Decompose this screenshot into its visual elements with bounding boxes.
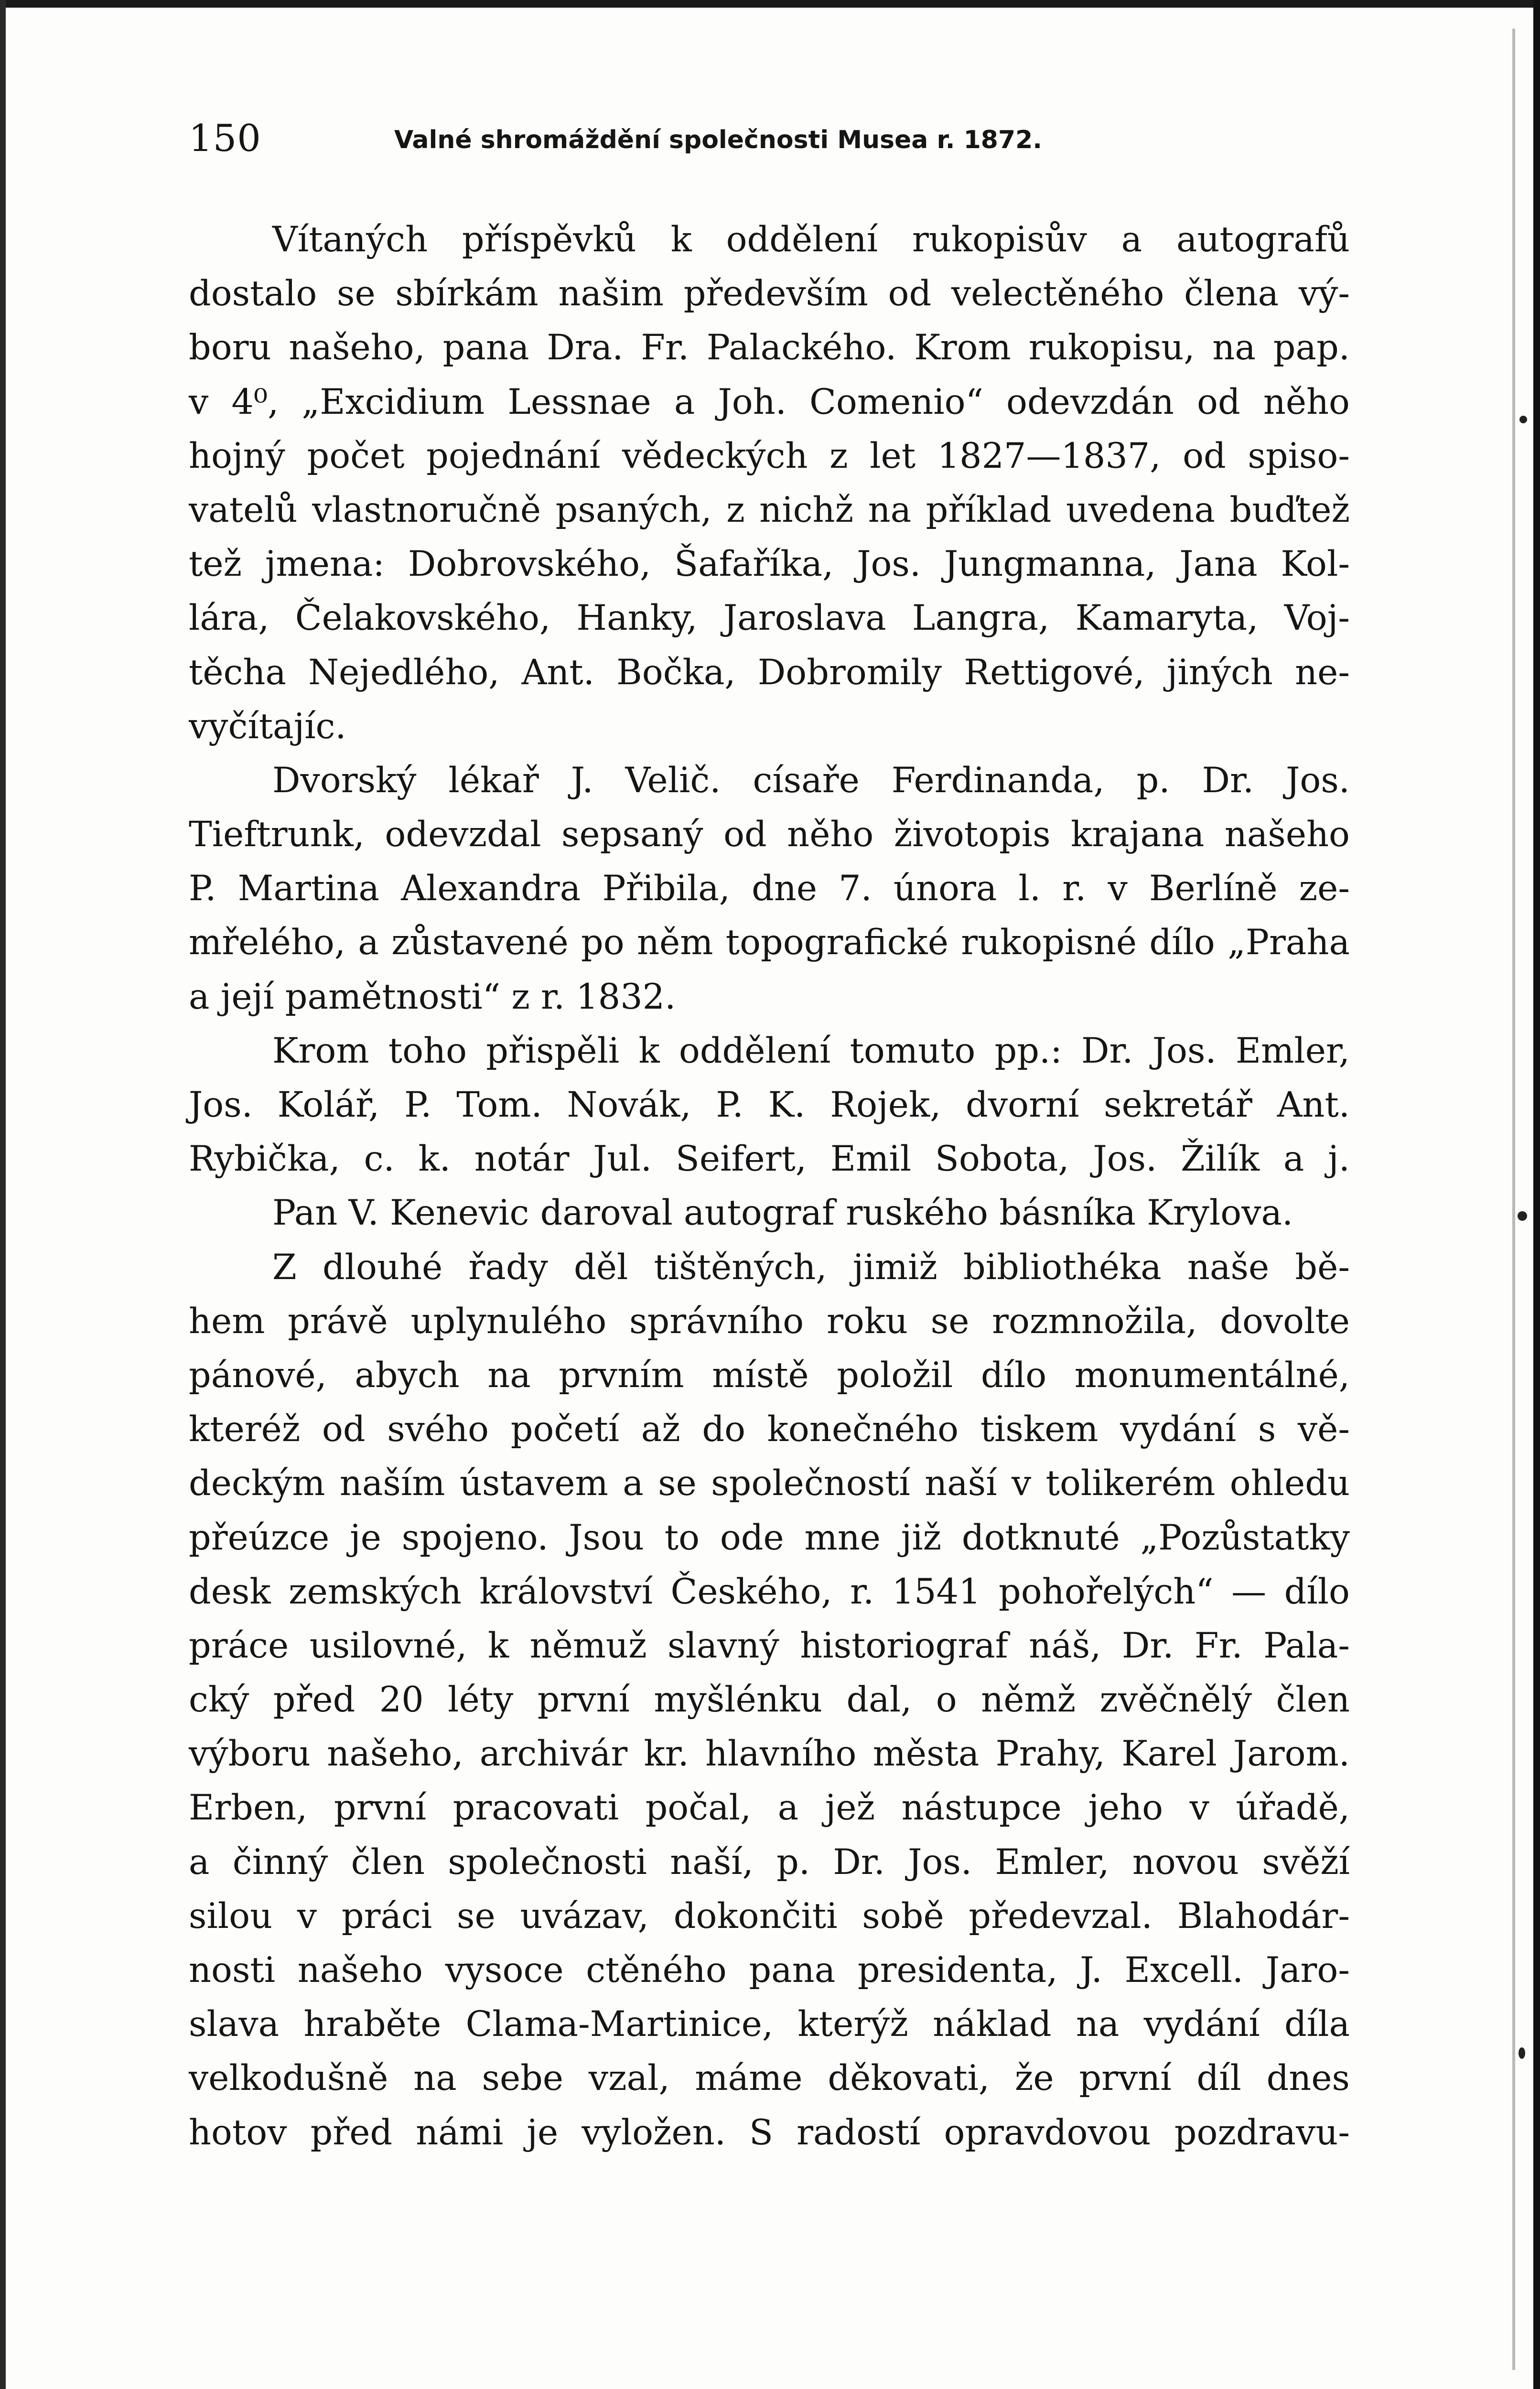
text-line: cký před 20 léty první myšlénku dal, o němž zvěčnělý člen — [189, 1679, 1350, 1721]
text-line: lára, Čelakovského, Hanky, Jaroslava Langra, Kamaryta, Voj- — [189, 598, 1350, 639]
text-line: hotov před námi je vyložen. S radostí opravdovou pozdravu- — [189, 2112, 1350, 2153]
text-line: a činný člen společnosti naší, p. Dr. Jos. Emler, novou svěží — [189, 1841, 1350, 1883]
text-line: výboru našeho, archivár kr. hlavního města Prahy, Karel Jarom. — [189, 1733, 1350, 1775]
text-line: vyčítajíc. — [189, 706, 346, 747]
text-line: mřelého, a zůstavené po něm topografické rukopisné dílo „Praha — [189, 922, 1350, 963]
text-line: desk zemských království Českého, r. 1541 pohořelých“ — dílo — [189, 1571, 1350, 1612]
text-line: vatelů vlastnoručně psaných, z nichž na příklad uvedena buďtež — [189, 489, 1350, 530]
scan-edge-top — [0, 0, 1540, 8]
text-line: boru našeho, pana Dra. Fr. Palackého. Krom rukopisu, na pap. — [189, 327, 1350, 368]
text-line: Vítaných příspěvků k oddělení rukopisův a autografů — [272, 219, 1350, 260]
text-line: slava hraběte Clama-Martinice, kterýž náklad na vydání díla — [189, 2004, 1350, 2045]
text-line: dostalo se sbírkám našim především od velectěného člena vý- — [189, 273, 1350, 314]
running-head-title: Valné shromáždění společnosti Musea r. 1872. — [394, 126, 1043, 154]
text-line: Pan V. Kenevic daroval autograf ruského básníka Krylova. — [272, 1193, 1293, 1234]
scan-speck — [1519, 416, 1527, 423]
text-line: pánové, abych na prvním místě položil dílo monumentálné, — [189, 1355, 1350, 1396]
text-line: Rybička, c. k. notár Jul. Seifert, Emil Sobota, Jos. Žilík a j. — [189, 1139, 1350, 1180]
text-line: silou v práci se uvázav, dokončiti sobě předevzal. Blahodár- — [189, 1895, 1350, 1937]
page-number: 150 — [189, 117, 261, 160]
scan-speck — [1518, 2047, 1525, 2059]
text-line: Erben, první pracovati počal, a jež nástupce jeho v úřadě, — [189, 1787, 1350, 1829]
text-line: velkodušně na sebe vzal, máme děkovati, že první díl dnes — [189, 2058, 1350, 2099]
text-line: kteréž od svého početí až do konečného tiskem vydání s vě- — [189, 1409, 1350, 1450]
text-line: Tieftrunk, odevzdal sepsaný od něho životopis krajana našeho — [189, 814, 1350, 855]
text-line: práce usilovné, k němuž slavný historiograf náš, Dr. Fr. Pala- — [189, 1625, 1350, 1666]
body-text — [189, 213, 1350, 2160]
text-line: a její pamětnosti“ z r. 1832. — [189, 976, 676, 1017]
scan-edge-right — [1533, 0, 1540, 2389]
text-line: Krom toho přispěli k oddělení tomuto pp.: Dr. Jos. Emler, — [272, 1030, 1350, 1071]
text-line: v 4⁰, „Excidium Lessnae a Joh. Comenio“ odevzdán od něho — [189, 381, 1350, 422]
text-line: deckým naším ústavem a se společností naší v tolikerém ohledu — [189, 1463, 1350, 1504]
binding-shadow — [1512, 29, 1515, 2370]
running-head — [189, 112, 1350, 165]
text-line: Dvorský lékař J. Velič. císaře Ferdinanda, p. Dr. Jos. — [272, 760, 1350, 801]
text-line: těcha Nejedlého, Ant. Bočka, Dobromily Rettigové, jiných ne- — [189, 652, 1350, 693]
text-line: nosti našeho vysoce ctěného pana presidenta, J. Excell. Jaro- — [189, 1950, 1350, 1991]
text-line: Jos. Kolář, P. Tom. Novák, P. K. Rojek, dvorní sekretář Ant. — [189, 1085, 1350, 1125]
text-line: Z dlouhé řady děl tištěných, jimiž bibliothéka naše bě- — [272, 1247, 1350, 1288]
text-line: hem právě uplynulého správního roku se rozmnožila, dovolte — [189, 1301, 1350, 1342]
text-line: P. Martina Alexandra Přibila, dne 7. února l. r. v Berlíně ze- — [189, 868, 1350, 909]
text-line: tež jmena: Dobrovského, Šafaříka, Jos. Jungmanna, Jana Kol- — [189, 544, 1350, 585]
text-line: hojný počet pojednání vědeckých z let 1827—1837, od spiso- — [189, 435, 1350, 476]
scan-edge-left — [0, 0, 6, 2389]
scan-speck — [1518, 1211, 1527, 1221]
text-line: přeúzce je spojeno. Jsou to ode mne již dotknuté „Pozůstatky — [189, 1517, 1350, 1558]
